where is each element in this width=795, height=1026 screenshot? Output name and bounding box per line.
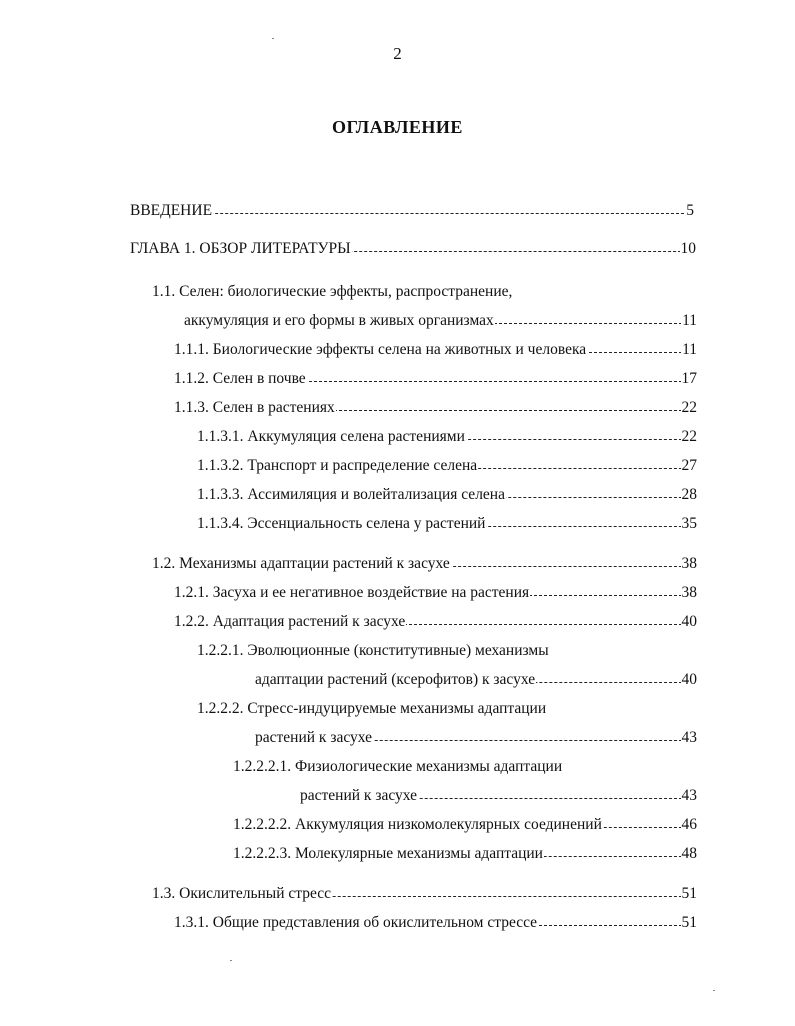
toc-entry-text: 1.2.2.2.3. Молекулярные механизмы адаптации — [233, 843, 544, 865]
scan-speck — [230, 960, 232, 961]
toc-entry — [174, 912, 697, 934]
toc-entry-text: 1.1.3.1. Аккумуляция селена растениями — [197, 426, 466, 448]
toc-entry — [233, 814, 697, 836]
toc-entry-page: 17 — [681, 368, 698, 390]
toc-entry-text: ГЛАВА 1. ОБЗОР ЛИТЕРАТУРЫ — [130, 238, 352, 260]
toc-entry-page: 43 — [681, 785, 698, 807]
toc-entry-text: 1.2. Механизмы адаптации растений к засухе — [152, 553, 451, 575]
toc-entry-page: 46 — [681, 814, 698, 836]
toc-entry-page: 48 — [681, 843, 698, 865]
toc-entry-page: 51 — [681, 883, 698, 905]
scan-speck — [713, 990, 715, 991]
toc-entry-page: 11 — [681, 310, 697, 332]
toc-entry — [152, 883, 697, 905]
toc-entry-text: растений к засухе — [300, 785, 418, 807]
toc-entry — [197, 513, 697, 535]
toc-entry-text: 1.1.3. Селен в растениях — [174, 397, 336, 419]
toc-entry-text: 1.2.2.2.2. Аккумуляция низкомолекулярных соединений — [233, 814, 603, 836]
toc-entry-page: 38 — [681, 582, 698, 604]
toc-entry-text: 1.1.3.2. Транспорт и распределение селена — [197, 455, 478, 477]
toc-entry-page: 22 — [681, 426, 698, 448]
toc-entry: 1.1. Селен: биологические эффекты, распространение, — [152, 283, 513, 300]
toc-entry-page: 35 — [681, 513, 698, 535]
toc-entry-text: ВВЕДЕНИЕ — [130, 200, 213, 222]
toc-entry — [233, 843, 697, 865]
toc-entry-page: 38 — [681, 553, 698, 575]
toc-entry-text: 1.3. Окислительный стресс — [152, 883, 332, 905]
toc-entry-page: 43 — [681, 727, 698, 749]
toc-entry-page: 40 — [681, 669, 698, 691]
toc-entry — [174, 368, 697, 390]
toc-entry — [197, 484, 697, 506]
toc-entry — [197, 455, 697, 477]
toc-entry-text: 1.2.1. Засуха и ее негативное воздействие на растения — [174, 582, 530, 604]
toc-entry-page: 27 — [681, 455, 698, 477]
toc-entry — [174, 339, 697, 361]
toc-entry-text: аккумуляция и его формы в живых организмах — [184, 310, 495, 332]
toc-entry-page: 28 — [681, 484, 698, 506]
toc-entry-text: растений к засухе — [255, 727, 373, 749]
toc-entry: 1.2.2.1. Эволюционные (конститутивные) механизмы — [197, 642, 549, 659]
toc-entry-text: адаптации растений (ксерофитов) к засухе — [255, 669, 536, 691]
page-number: 2 — [393, 44, 402, 63]
toc-entry — [197, 426, 697, 448]
toc-entry: 1.2.2.2.1. Физиологические механизмы адаптации — [233, 758, 563, 775]
toc-entry-page: 22 — [681, 397, 698, 419]
page-title: ОГЛАВЛЕНИЕ — [332, 117, 463, 137]
toc-entry — [174, 582, 697, 604]
toc-entry: 1.2.2.2. Стресс-индуцируемые механизмы адаптации — [197, 700, 547, 717]
toc-entry-page: 51 — [681, 912, 698, 934]
toc-entry-text: 1.1.2. Селен в почве — [174, 368, 307, 390]
toc-entry-text: 1.3.1. Общие представления об окислительном стрессе — [174, 912, 538, 934]
toc-entry-text: 1.1.3.3. Ассимиляция и волейтализация селена — [197, 484, 506, 506]
toc-entry-text: 1.2.2. Адаптация растений к засухе — [174, 611, 406, 633]
toc-entry — [174, 397, 697, 419]
toc-entry-page: 40 — [681, 611, 698, 633]
toc-entry-page: 5 — [685, 200, 694, 222]
scan-speck — [272, 38, 274, 39]
toc-entry — [130, 238, 696, 260]
toc-entry-text: 1.1.1. Биологические эффекты селена на животных и человека — [174, 339, 587, 361]
toc-entry-text: 1.1.3.4. Эссенциальность селена у растений — [197, 513, 486, 535]
toc-entry — [152, 553, 697, 575]
toc-entry — [300, 785, 697, 807]
toc-entry — [255, 727, 697, 749]
toc-entry — [184, 310, 697, 332]
toc-entry-page: 11 — [681, 339, 697, 361]
toc-entry-page: 10 — [680, 238, 697, 260]
toc-entry — [255, 669, 697, 691]
toc-entry — [174, 611, 697, 633]
toc-entry — [130, 200, 694, 222]
